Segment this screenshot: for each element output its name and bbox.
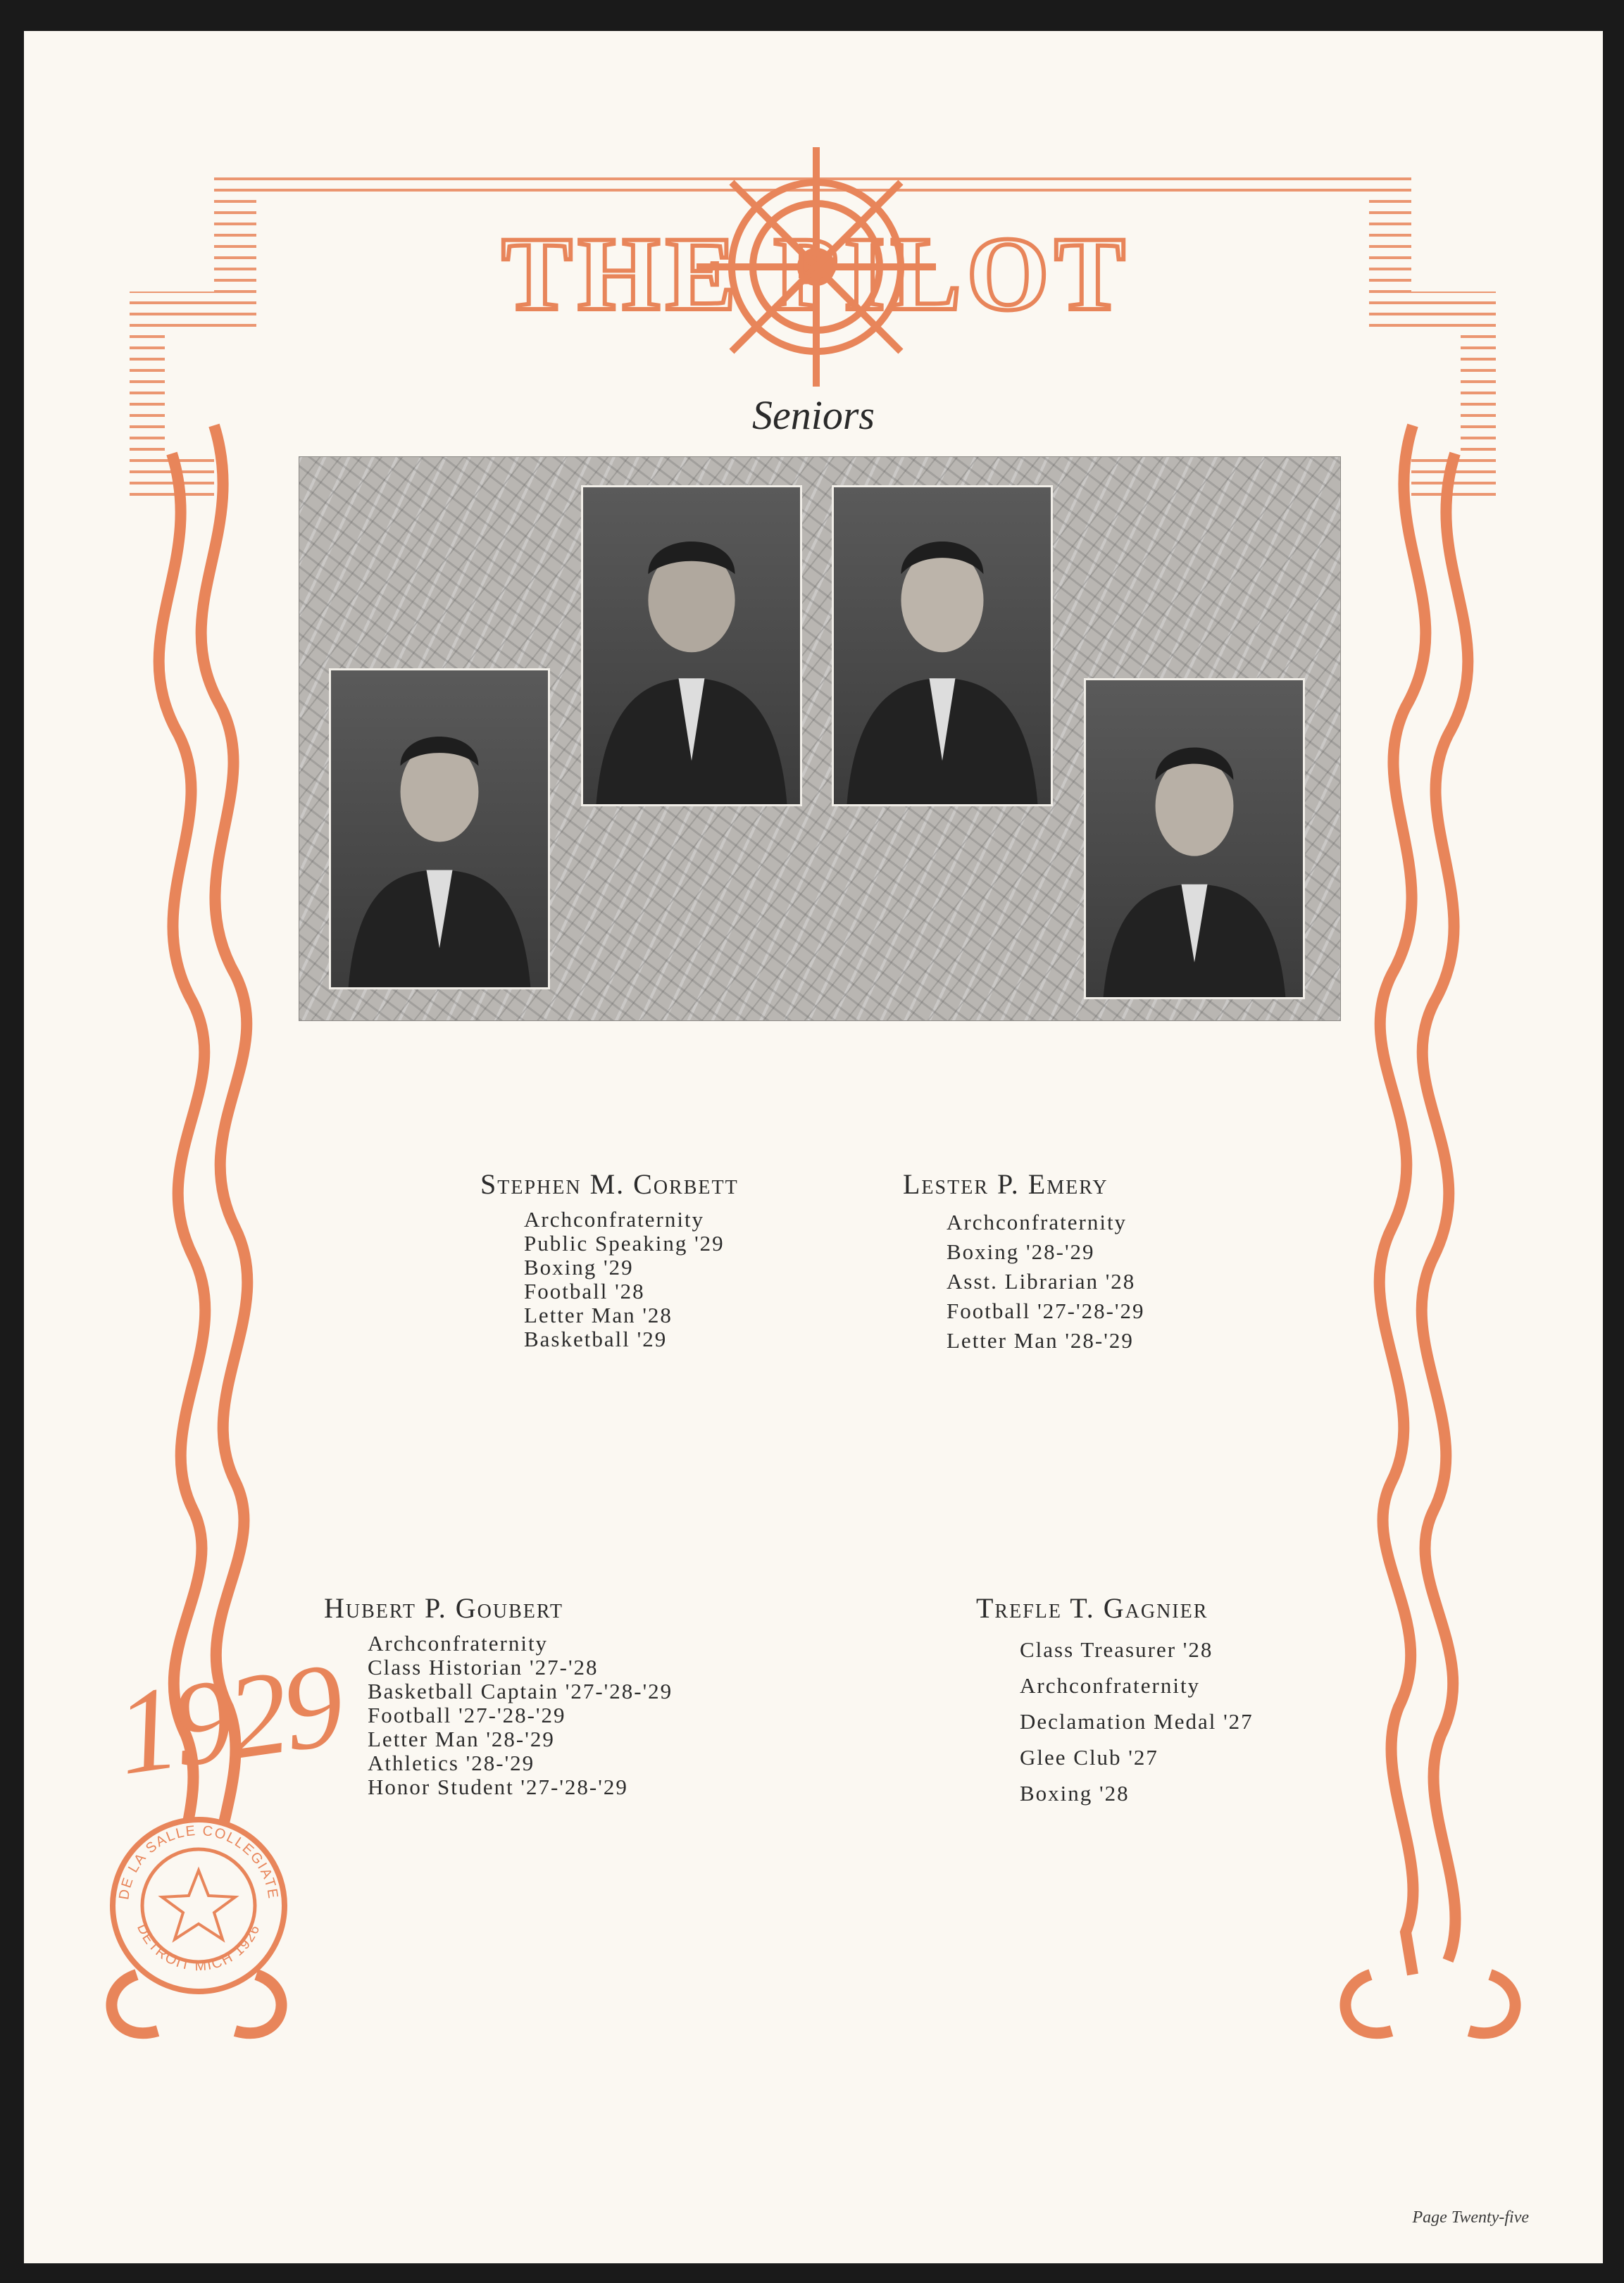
page-number: Page Twenty-five (1412, 2208, 1529, 2227)
senior-entry (903, 1168, 1145, 1356)
section-heading: Seniors (752, 392, 875, 438)
person-silhouette-icon (1086, 680, 1303, 997)
senior-entry (976, 1591, 1254, 1811)
activity-item: Archconfraternity (1020, 1673, 1201, 1698)
seal-ring-bottom: DETROIT MICH 1926 (133, 1921, 263, 1975)
seal-ring-top: DE LA SALLE COLLEGIATE (116, 1822, 281, 1901)
activity-item: Basketball Captain '27-'28-'29 (368, 1679, 673, 1703)
portrait-photo (329, 668, 550, 989)
yearbook-title: THE PILOT (501, 215, 1131, 332)
portrait-photo (581, 485, 802, 806)
senior-entry (480, 1168, 739, 1351)
activity-item: Letter Man '28 (524, 1303, 673, 1327)
activity-item: Asst. Librarian '28 (947, 1269, 1136, 1294)
activity-item: Athletics '28-'29 (368, 1751, 535, 1775)
activity-item: Letter Man '28-'29 (368, 1727, 555, 1751)
activity-item: Boxing '28-'29 (947, 1239, 1095, 1264)
page-ornament (24, 31, 1603, 2263)
activity-item: Archconfraternity (368, 1631, 549, 1656)
activity-item: Honor Student '27-'28-'29 (368, 1775, 628, 1799)
activity-list (524, 1208, 739, 1351)
senior-name: Trefle T. Gagnier (976, 1592, 1208, 1624)
portrait-photo (832, 485, 1053, 806)
activity-item: Basketball '29 (524, 1327, 668, 1351)
senior-name: Lester P. Emery (903, 1168, 1108, 1200)
right-pillar (1345, 425, 1515, 2033)
senior-entry (324, 1591, 673, 1799)
activity-item: Declamation Medal '27 (1020, 1709, 1254, 1734)
person-silhouette-icon (331, 670, 548, 987)
activity-list (947, 1208, 1145, 1356)
activity-item: Boxing '28 (1020, 1781, 1130, 1806)
activity-item: Class Treasurer '28 (1020, 1637, 1213, 1662)
senior-name: Hubert P. Goubert (324, 1592, 564, 1624)
yearbook-page (24, 31, 1603, 2263)
class-year: 1929 (108, 1637, 348, 1801)
senior-name: Stephen M. Corbett (480, 1168, 739, 1200)
activity-list (1020, 1632, 1254, 1811)
activity-item: Football '27-'28-'29 (368, 1703, 566, 1727)
activity-item: Archconfraternity (947, 1210, 1128, 1234)
activity-item: Letter Man '28-'29 (947, 1328, 1134, 1353)
school-seal-icon (113, 1820, 285, 1991)
activity-list (368, 1632, 673, 1799)
activity-item: Archconfraternity (524, 1207, 705, 1232)
person-silhouette-icon (583, 487, 800, 804)
activity-item: Football '28 (524, 1279, 645, 1303)
activity-item: Glee Club '27 (1020, 1745, 1158, 1770)
activity-item: Public Speaking '29 (524, 1231, 725, 1256)
activity-item: Class Historian '27-'28 (368, 1655, 599, 1680)
person-silhouette-icon (834, 487, 1051, 804)
portrait-panel (299, 456, 1341, 1021)
activity-item: Boxing '29 (524, 1255, 634, 1280)
portrait-photo (1084, 678, 1305, 999)
activity-item: Football '27-'28-'29 (947, 1299, 1145, 1323)
